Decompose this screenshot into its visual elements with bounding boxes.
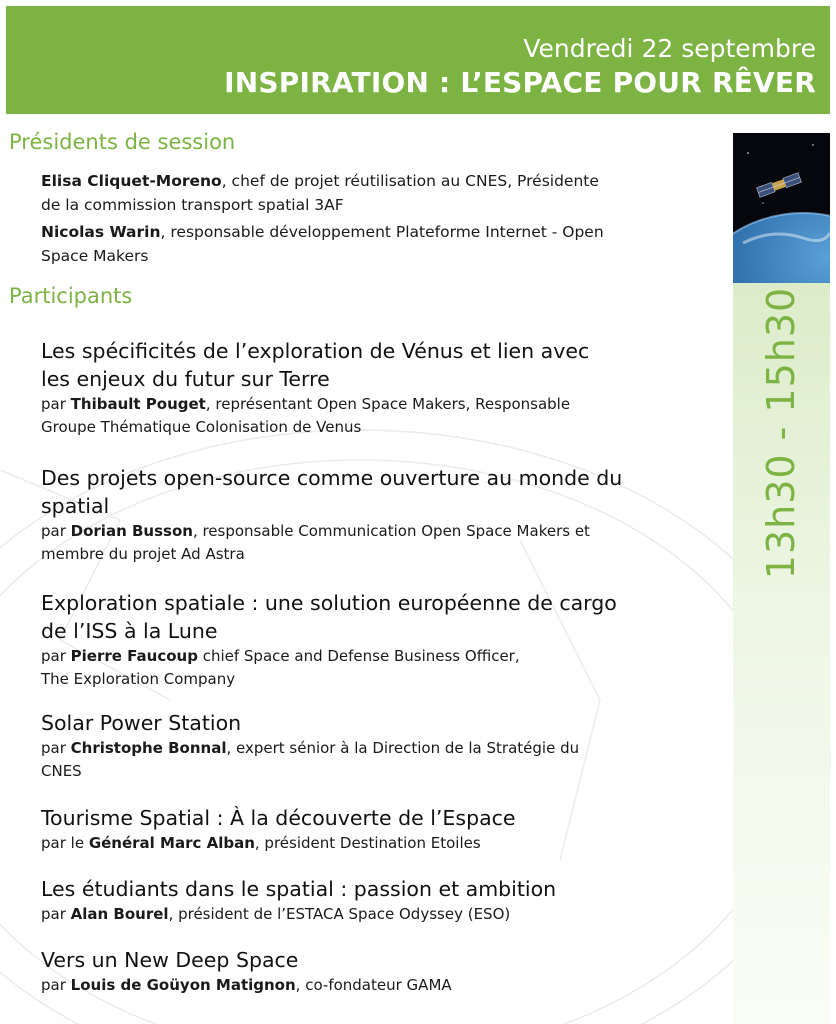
- speaker-prefix: par le: [41, 834, 89, 852]
- talk-speaker-line: [41, 645, 723, 668]
- president-role-cont: de la commission transport spatial 3AF: [41, 196, 344, 214]
- talk-title: de l’ISS à la Lune: [41, 619, 218, 643]
- president-role: , responsable développement Plateforme Internet - Open: [160, 223, 604, 241]
- president-role: , chef de projet réutilisation au CNES, Présidente: [221, 172, 599, 190]
- speaker-name: Pierre Faucoup: [70, 647, 198, 665]
- speaker-prefix: par: [41, 522, 71, 540]
- speaker-role: , président de l’ESTACA Space Odyssey (ESO): [168, 905, 511, 923]
- time-slot: 13h30 - 15h30: [759, 286, 803, 580]
- speaker-role-cont: CNES: [41, 762, 82, 780]
- president-name: Elisa Cliquet-Moreno: [41, 172, 222, 190]
- speaker-role-cont: Groupe Thématique Colonisation de Venus: [41, 418, 362, 436]
- event-date: Vendredi 22 septembre: [523, 34, 816, 63]
- talk-title: les enjeux du futur sur Terre: [41, 367, 330, 391]
- speaker-prefix: par: [41, 905, 71, 923]
- talk-speaker-line: [41, 520, 723, 543]
- talk-item: [41, 946, 723, 997]
- talk-title: Solar Power Station: [41, 711, 242, 735]
- talk-speaker-line: [41, 903, 723, 926]
- speaker-role: , président Destination Etoiles: [254, 834, 481, 852]
- talk-speaker-line: [41, 737, 723, 760]
- president-entry: [41, 169, 721, 217]
- talk-title: spatial: [41, 494, 110, 518]
- session-title: INSPIRATION : L’ESPACE POUR RÊVER: [224, 66, 816, 99]
- talk-title: Les spécificités de l’exploration de Vénus et lien avec: [41, 339, 590, 363]
- talk-item: [41, 804, 723, 855]
- talk-speaker-line: [41, 832, 723, 855]
- speaker-name: Louis de Goüyon Matignon: [70, 976, 296, 994]
- speaker-role-cont: The Exploration Company: [41, 670, 236, 688]
- president-role-cont: Space Makers: [41, 247, 149, 265]
- speaker-prefix: par: [41, 739, 71, 757]
- side-panel: [733, 133, 830, 1024]
- speaker-prefix: par: [41, 976, 71, 994]
- speaker-role: , expert sénior à la Direction de la Stratégie du: [226, 739, 580, 757]
- speaker-role: chief Space and Defense Business Officer,: [197, 647, 520, 665]
- talk-item: [41, 589, 723, 691]
- speaker-role: , responsable Communication Open Space Makers et: [192, 522, 590, 540]
- speaker-name: Alan Bourel: [70, 905, 169, 923]
- speaker-name: Thibault Pouget: [70, 395, 206, 413]
- speaker-name: Général Marc Alban: [88, 834, 255, 852]
- speaker-name: Christophe Bonnal: [70, 739, 227, 757]
- speaker-role: , représentant Open Space Makers, Responsable: [205, 395, 571, 413]
- talk-speaker-line: [41, 393, 723, 416]
- talk-speaker-line: [41, 974, 723, 997]
- participants-heading: Participants: [9, 284, 133, 308]
- president-entry: [41, 220, 721, 268]
- speaker-prefix: par: [41, 647, 71, 665]
- presidents-heading: Présidents de session: [9, 130, 236, 154]
- talk-item: [41, 709, 723, 783]
- speaker-name: Dorian Busson: [70, 522, 193, 540]
- talk-title: Tourisme Spatial : À la découverte de l’Espace: [41, 806, 516, 830]
- talk-title: Des projets open-source comme ouverture au monde du: [41, 466, 623, 490]
- space-satellite-photo: [733, 133, 830, 283]
- talk-title: Exploration spatiale : une solution européenne de cargo: [41, 591, 617, 615]
- speaker-role-cont: membre du projet Ad Astra: [41, 545, 245, 563]
- speaker-prefix: par: [41, 395, 71, 413]
- president-name: Nicolas Warin: [41, 223, 161, 241]
- talk-item: [41, 337, 723, 439]
- header-banner: [6, 6, 830, 114]
- talk-title: Les étudiants dans le spatial : passion et ambition: [41, 877, 557, 901]
- talk-item: [41, 875, 723, 926]
- talk-title: Vers un New Deep Space: [41, 948, 299, 972]
- talk-item: [41, 464, 723, 566]
- speaker-role: , co-fondateur GAMA: [295, 976, 452, 994]
